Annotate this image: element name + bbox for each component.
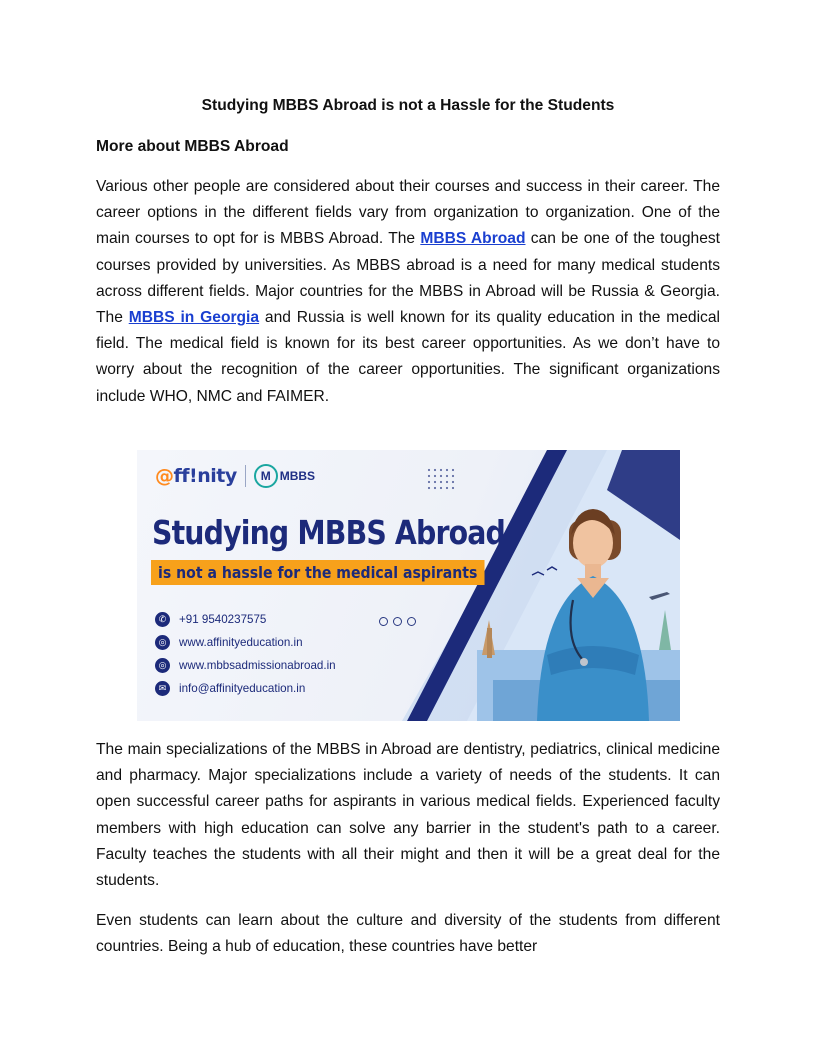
globe-icon: ◎ bbox=[155, 658, 170, 673]
phone-icon: ✆ bbox=[155, 612, 170, 627]
paragraph-text: can be one of the toughest courses provided by universities. As MBBS abroad is a need for many medical students across different fields. Major countries for the MBBS in Abroad will be Russia & Georgia. The bbox=[96, 230, 721, 327]
banner-title: Studying MBBS Abroad bbox=[152, 513, 506, 552]
paragraph-text: Various other people are considered about their courses and success in their career. The career options in the different fields vary from organization to organization. One of the main courses to opt for is MBBS Abroad. The bbox=[96, 178, 720, 248]
section-heading: More about MBBS Abroad bbox=[96, 138, 289, 155]
mbbs-logo: M MBBS bbox=[254, 464, 315, 488]
promo-banner-image bbox=[137, 450, 680, 721]
paragraph-text: and Russia is well known for its quality education in the medical field. The medical field is known for its best career opportunities. As we don’t have to worry about the recognition of the career opportunities. The significant organizations include WHO, NMC and FAIMER. bbox=[96, 309, 720, 405]
document-title: Studying MBBS Abroad is not a Hassle for the Students bbox=[201, 97, 615, 114]
contact-row: ◎ www.mbbsadmissionabroad.in bbox=[155, 654, 336, 677]
decorative-circles bbox=[379, 617, 416, 626]
paragraph-culture: Even students can learn about the culture and diversity of the students from different countries. Being a hub of education, these countries have better bbox=[96, 912, 720, 956]
contact-row: ✆ +91 9540237575 bbox=[155, 608, 336, 631]
dot-grid-decoration bbox=[428, 469, 454, 489]
contact-row: ✉ info@affinityeducation.in bbox=[155, 677, 336, 700]
contact-row: ◎ www.affinityeducation.in bbox=[155, 631, 336, 654]
mbbs-in-georgia-link[interactable]: MBBS in Georgia bbox=[128, 309, 260, 327]
mail-icon: ✉ bbox=[155, 681, 170, 696]
globe-icon: ◎ bbox=[155, 635, 170, 650]
affinity-logo: @ff!nity M MBBS bbox=[155, 465, 316, 487]
mbbs-abroad-link[interactable]: MBBS Abroad bbox=[420, 230, 526, 248]
paragraph-intro bbox=[96, 174, 720, 410]
contact-list bbox=[155, 608, 336, 700]
paragraph-specializations: The main specializations of the MBBS in Abroad are dentistry, pediatrics, clinical medicine and pharmacy. Major specializations include a variety of needs of the students. It can open successful career paths for aspirants in various medical fields. Experienced faculty members with high education can solve any barrier in the student's path to a career. Faculty teaches the students with all their might and then it will be a great deal for the students. bbox=[96, 741, 720, 890]
banner-subtitle: is not a hassle for the medical aspirants bbox=[151, 560, 484, 585]
